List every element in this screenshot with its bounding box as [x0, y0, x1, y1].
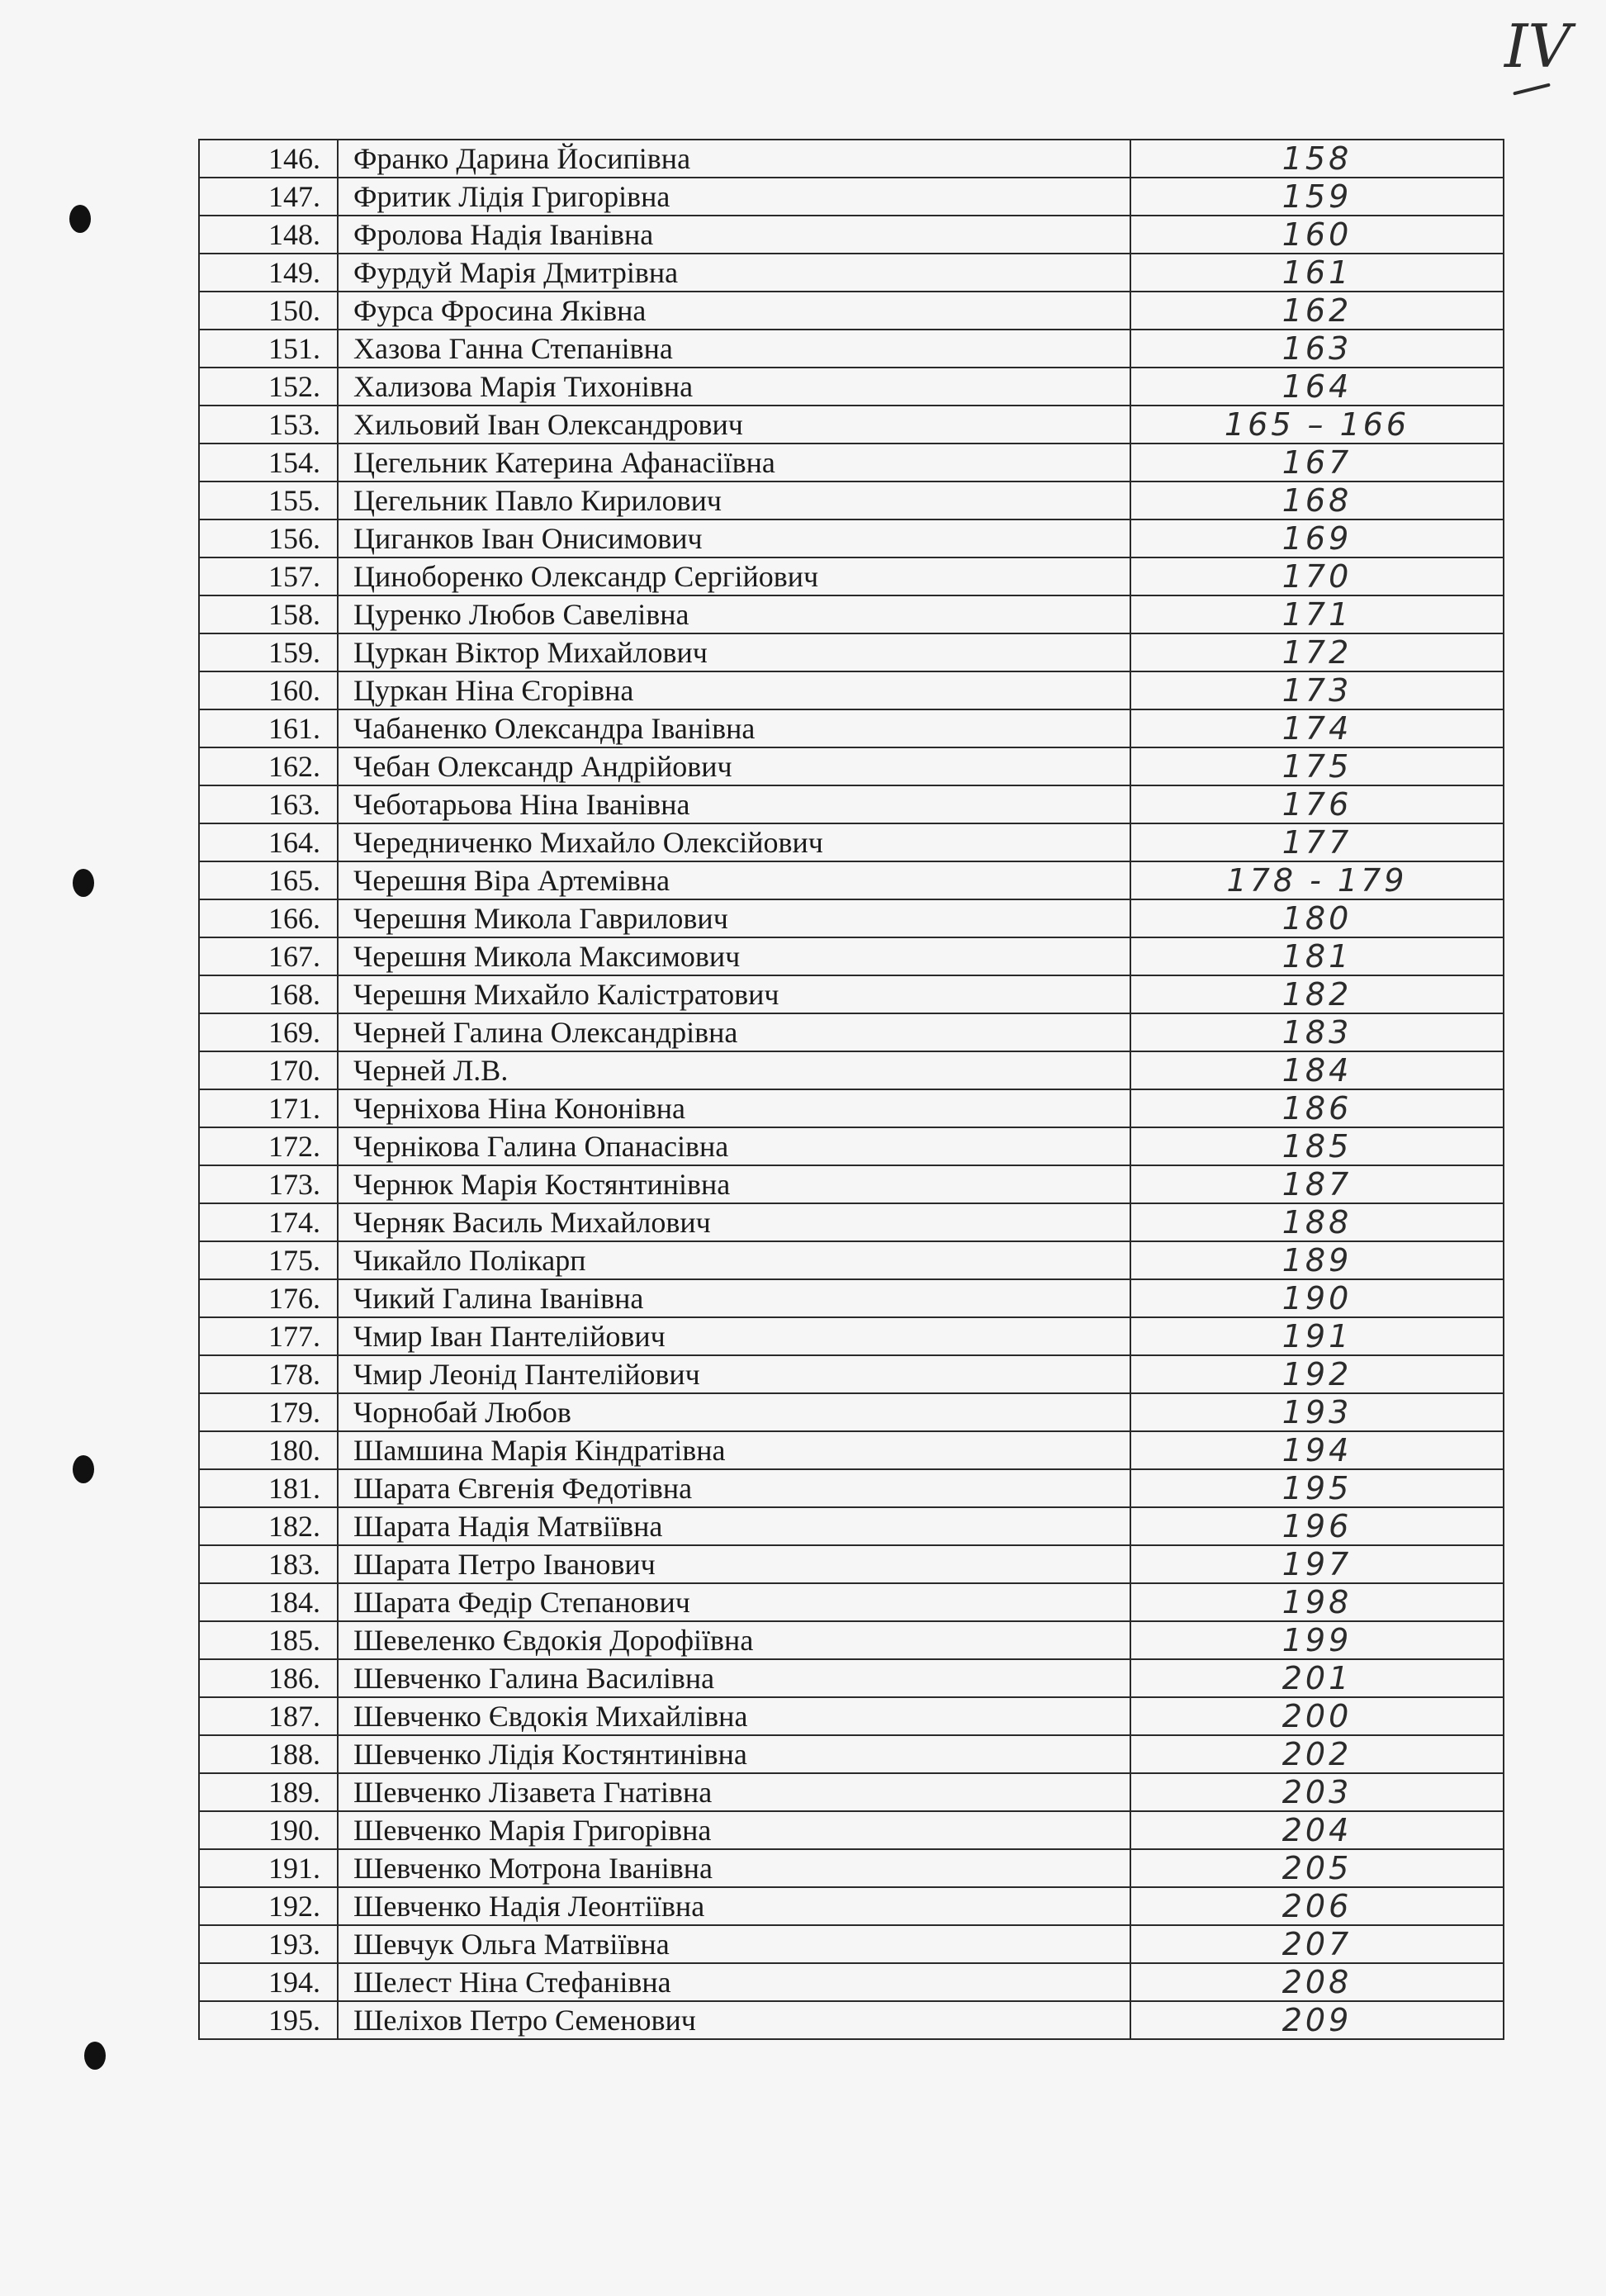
handwritten-page-number: 183	[1130, 1013, 1504, 1051]
person-name: Хализова Марія Тихонівна	[338, 368, 1130, 406]
person-name: Цуркан Віктор Михайлович	[338, 633, 1130, 671]
handwritten-page-number: 175	[1130, 747, 1504, 785]
handwritten-page-number: 160	[1130, 216, 1504, 254]
person-name: Хазова Ганна Степанівна	[338, 330, 1130, 368]
handwritten-page-number: 200	[1130, 1697, 1504, 1735]
table-row	[199, 861, 1504, 899]
handwritten-page-number: 180	[1130, 899, 1504, 937]
table-row	[199, 1013, 1504, 1051]
table-row	[199, 444, 1504, 481]
handwritten-page-number: 191	[1130, 1317, 1504, 1355]
row-number: 148.	[199, 216, 338, 254]
row-number: 167.	[199, 937, 338, 975]
table-row	[199, 1127, 1504, 1165]
person-name: Шевченко Надія Леонтіївна	[338, 1887, 1130, 1925]
handwritten-page-number: 202	[1130, 1735, 1504, 1773]
handwritten-page-number: 203	[1130, 1773, 1504, 1811]
row-number: 189.	[199, 1773, 338, 1811]
handwritten-page-number: 173	[1130, 671, 1504, 709]
handwritten-page-number: 171	[1130, 595, 1504, 633]
person-name: Шевченко Галина Василівна	[338, 1659, 1130, 1697]
row-number: 181.	[199, 1469, 338, 1507]
handwritten-page-number: 207	[1130, 1925, 1504, 1963]
row-number: 188.	[199, 1735, 338, 1773]
person-name: Шарата Федір Степанович	[338, 1583, 1130, 1621]
table-row	[199, 975, 1504, 1013]
punch-hole	[69, 205, 91, 233]
person-name: Черешня Микола Гаврилович	[338, 899, 1130, 937]
handwritten-page-number: 185	[1130, 1127, 1504, 1165]
row-number: 186.	[199, 1659, 338, 1697]
person-name: Шевченко Лідія Костянтинівна	[338, 1735, 1130, 1773]
handwritten-page-number: 162	[1130, 292, 1504, 330]
row-number: 178.	[199, 1355, 338, 1393]
table-row	[199, 254, 1504, 292]
row-number: 165.	[199, 861, 338, 899]
row-number: 190.	[199, 1811, 338, 1849]
table-row	[199, 1545, 1504, 1583]
table-row	[199, 1317, 1504, 1355]
handwritten-page-number: 198	[1130, 1583, 1504, 1621]
handwritten-page-number: 161	[1130, 254, 1504, 292]
person-name: Фритик Лідія Григорівна	[338, 178, 1130, 216]
table-row	[199, 1659, 1504, 1697]
row-number: 152.	[199, 368, 338, 406]
row-number: 153.	[199, 406, 338, 444]
table-row	[199, 1279, 1504, 1317]
handwritten-page-number: 167	[1130, 444, 1504, 481]
handwritten-page-number: 209	[1130, 2001, 1504, 2039]
row-number: 160.	[199, 671, 338, 709]
table-row	[199, 1735, 1504, 1773]
row-number: 147.	[199, 178, 338, 216]
person-name: Хильовий Іван Олександрович	[338, 406, 1130, 444]
table-row	[199, 1811, 1504, 1849]
row-number: 185.	[199, 1621, 338, 1659]
person-name: Чеботарьова Ніна Іванівна	[338, 785, 1130, 823]
corner-mark-underline	[1513, 83, 1551, 95]
person-name: Циноборенко Олександр Сергійович	[338, 557, 1130, 595]
punch-hole	[73, 869, 94, 897]
person-name: Черніхова Ніна Кононівна	[338, 1089, 1130, 1127]
table-row	[199, 595, 1504, 633]
handwritten-page-number: 192	[1130, 1355, 1504, 1393]
person-name: Черняк Василь Михайлович	[338, 1203, 1130, 1241]
table-row	[199, 1621, 1504, 1659]
row-number: 158.	[199, 595, 338, 633]
row-number: 172.	[199, 1127, 338, 1165]
person-name: Черешня Микола Максимович	[338, 937, 1130, 975]
handwritten-page-number: 196	[1130, 1507, 1504, 1545]
handwritten-page-number: 170	[1130, 557, 1504, 595]
row-number: 191.	[199, 1849, 338, 1887]
handwritten-page-number: 201	[1130, 1659, 1504, 1697]
person-name: Черешня Михайло Калістратович	[338, 975, 1130, 1013]
person-name: Чикайло Полікарп	[338, 1241, 1130, 1279]
table-row	[199, 937, 1504, 975]
handwritten-page-number: 195	[1130, 1469, 1504, 1507]
person-name: Цегельник Павло Кирилович	[338, 481, 1130, 519]
table-row	[199, 557, 1504, 595]
handwritten-page-number: 205	[1130, 1849, 1504, 1887]
row-number: 174.	[199, 1203, 338, 1241]
person-name: Черешня Віра Артемівна	[338, 861, 1130, 899]
person-name: Цуренко Любов Савелівна	[338, 595, 1130, 633]
row-number: 184.	[199, 1583, 338, 1621]
person-name: Шелест Ніна Стефанівна	[338, 1963, 1130, 2001]
table-row	[199, 1089, 1504, 1127]
punch-hole	[84, 2042, 106, 2070]
handwritten-page-number: 181	[1130, 937, 1504, 975]
row-number: 157.	[199, 557, 338, 595]
table-row	[199, 2001, 1504, 2039]
person-name: Чмир Леонід Пантелійович	[338, 1355, 1130, 1393]
table-row	[199, 330, 1504, 368]
table-row	[199, 406, 1504, 444]
table-row	[199, 1963, 1504, 2001]
handwritten-page-number: 176	[1130, 785, 1504, 823]
handwritten-page-number: 199	[1130, 1621, 1504, 1659]
table-row	[199, 1925, 1504, 1963]
row-number: 183.	[199, 1545, 338, 1583]
person-name: Шевчук Ольга Матвіївна	[338, 1925, 1130, 1963]
row-number: 168.	[199, 975, 338, 1013]
row-number: 154.	[199, 444, 338, 481]
person-name: Чередниченко Михайло Олексійович	[338, 823, 1130, 861]
row-number: 177.	[199, 1317, 338, 1355]
table-row	[199, 1507, 1504, 1545]
row-number: 149.	[199, 254, 338, 292]
row-number: 170.	[199, 1051, 338, 1089]
row-number: 182.	[199, 1507, 338, 1545]
handwritten-page-number: 197	[1130, 1545, 1504, 1583]
table-row	[199, 1773, 1504, 1811]
table-row	[199, 1849, 1504, 1887]
table-row	[199, 1697, 1504, 1735]
table-row	[199, 292, 1504, 330]
table-row	[199, 1241, 1504, 1279]
handwritten-page-number: 168	[1130, 481, 1504, 519]
table-row	[199, 1887, 1504, 1925]
table-row	[199, 1583, 1504, 1621]
person-name: Циганков Іван Онисимович	[338, 519, 1130, 557]
handwritten-page-number: 189	[1130, 1241, 1504, 1279]
row-number: 163.	[199, 785, 338, 823]
row-number: 195.	[199, 2001, 338, 2039]
handwritten-page-number: 164	[1130, 368, 1504, 406]
handwritten-page-number: 204	[1130, 1811, 1504, 1849]
table-row	[199, 481, 1504, 519]
handwritten-page-number: 188	[1130, 1203, 1504, 1241]
handwritten-page-number: 190	[1130, 1279, 1504, 1317]
person-name: Фурса Фросина Яківна	[338, 292, 1130, 330]
row-number: 156.	[199, 519, 338, 557]
table-row	[199, 368, 1504, 406]
handwritten-page-number: 206	[1130, 1887, 1504, 1925]
handwritten-page-number: 186	[1130, 1089, 1504, 1127]
person-name: Чабаненко Олександра Іванівна	[338, 709, 1130, 747]
row-number: 150.	[199, 292, 338, 330]
handwritten-page-number: 158	[1130, 140, 1504, 178]
person-name: Франко Дарина Йосипівна	[338, 140, 1130, 178]
handwritten-page-number: 163	[1130, 330, 1504, 368]
person-name: Шарата Петро Іванович	[338, 1545, 1130, 1583]
row-number: 162.	[199, 747, 338, 785]
row-number: 164.	[199, 823, 338, 861]
row-number: 180.	[199, 1431, 338, 1469]
handwritten-page-number: 172	[1130, 633, 1504, 671]
row-number: 171.	[199, 1089, 338, 1127]
person-name: Цегельник Катерина Афанасіївна	[338, 444, 1130, 481]
table-row	[199, 671, 1504, 709]
table-row	[199, 140, 1504, 178]
roman-numeral-mark: IV	[1504, 12, 1571, 81]
person-name: Шевеленко Євдокія Дорофіївна	[338, 1621, 1130, 1659]
person-name: Шарата Надія Матвіївна	[338, 1507, 1130, 1545]
person-name: Чикий Галина Іванівна	[338, 1279, 1130, 1317]
handwritten-page-number: 174	[1130, 709, 1504, 747]
row-number: 179.	[199, 1393, 338, 1431]
table-row	[199, 1393, 1504, 1431]
row-number: 161.	[199, 709, 338, 747]
table-row	[199, 709, 1504, 747]
handwritten-page-number: 177	[1130, 823, 1504, 861]
row-number: 155.	[199, 481, 338, 519]
table-row	[199, 519, 1504, 557]
table-row	[199, 1165, 1504, 1203]
row-number: 169.	[199, 1013, 338, 1051]
person-name: Шамшина Марія Кіндратівна	[338, 1431, 1130, 1469]
handwritten-page-number: 159	[1130, 178, 1504, 216]
row-number: 166.	[199, 899, 338, 937]
register-table-body	[199, 140, 1504, 2039]
table-row	[199, 823, 1504, 861]
person-name: Черней Л.В.	[338, 1051, 1130, 1089]
table-row	[199, 178, 1504, 216]
punch-hole	[73, 1455, 94, 1483]
table-row	[199, 1469, 1504, 1507]
row-number: 194.	[199, 1963, 338, 2001]
handwritten-page-number: 169	[1130, 519, 1504, 557]
row-number: 159.	[199, 633, 338, 671]
person-name: Фролова Надія Іванівна	[338, 216, 1130, 254]
table-row	[199, 1203, 1504, 1241]
person-name: Шевченко Марія Григорівна	[338, 1811, 1130, 1849]
table-row	[199, 1051, 1504, 1089]
row-number: 193.	[199, 1925, 338, 1963]
table-row	[199, 1355, 1504, 1393]
handwritten-page-number: 193	[1130, 1393, 1504, 1431]
person-name: Чернюк Марія Костянтинівна	[338, 1165, 1130, 1203]
handwritten-page-number: 178 - 179	[1130, 861, 1504, 899]
handwritten-page-number: 165 – 166	[1130, 406, 1504, 444]
person-name: Шевченко Євдокія Михайлівна	[338, 1697, 1130, 1735]
handwritten-page-number: 182	[1130, 975, 1504, 1013]
person-name: Чмир Іван Пантелійович	[338, 1317, 1130, 1355]
table-row	[199, 216, 1504, 254]
person-name: Фурдуй Марія Дмитрівна	[338, 254, 1130, 292]
handwritten-page-number: 187	[1130, 1165, 1504, 1203]
table-row	[199, 1431, 1504, 1469]
table-row	[199, 899, 1504, 937]
row-number: 151.	[199, 330, 338, 368]
row-number: 176.	[199, 1279, 338, 1317]
person-name: Шевченко Мотрона Іванівна	[338, 1849, 1130, 1887]
row-number: 146.	[199, 140, 338, 178]
register-table	[198, 139, 1504, 2040]
handwritten-page-number: 194	[1130, 1431, 1504, 1469]
row-number: 187.	[199, 1697, 338, 1735]
person-name: Цуркан Ніна Єгорівна	[338, 671, 1130, 709]
person-name: Чорнобай Любов	[338, 1393, 1130, 1431]
handwritten-page-number: 184	[1130, 1051, 1504, 1089]
person-name: Шеліхов Петро Семенович	[338, 2001, 1130, 2039]
person-name: Чернікова Галина Опанасівна	[338, 1127, 1130, 1165]
handwritten-page-number: 208	[1130, 1963, 1504, 2001]
table-row	[199, 785, 1504, 823]
person-name: Чебан Олександр Андрійович	[338, 747, 1130, 785]
row-number: 173.	[199, 1165, 338, 1203]
person-name: Шевченко Лізавета Гнатівна	[338, 1773, 1130, 1811]
row-number: 192.	[199, 1887, 338, 1925]
table-row	[199, 633, 1504, 671]
table-row	[199, 747, 1504, 785]
person-name: Черней Галина Олександрівна	[338, 1013, 1130, 1051]
row-number: 175.	[199, 1241, 338, 1279]
person-name: Шарата Євгенія Федотівна	[338, 1469, 1130, 1507]
